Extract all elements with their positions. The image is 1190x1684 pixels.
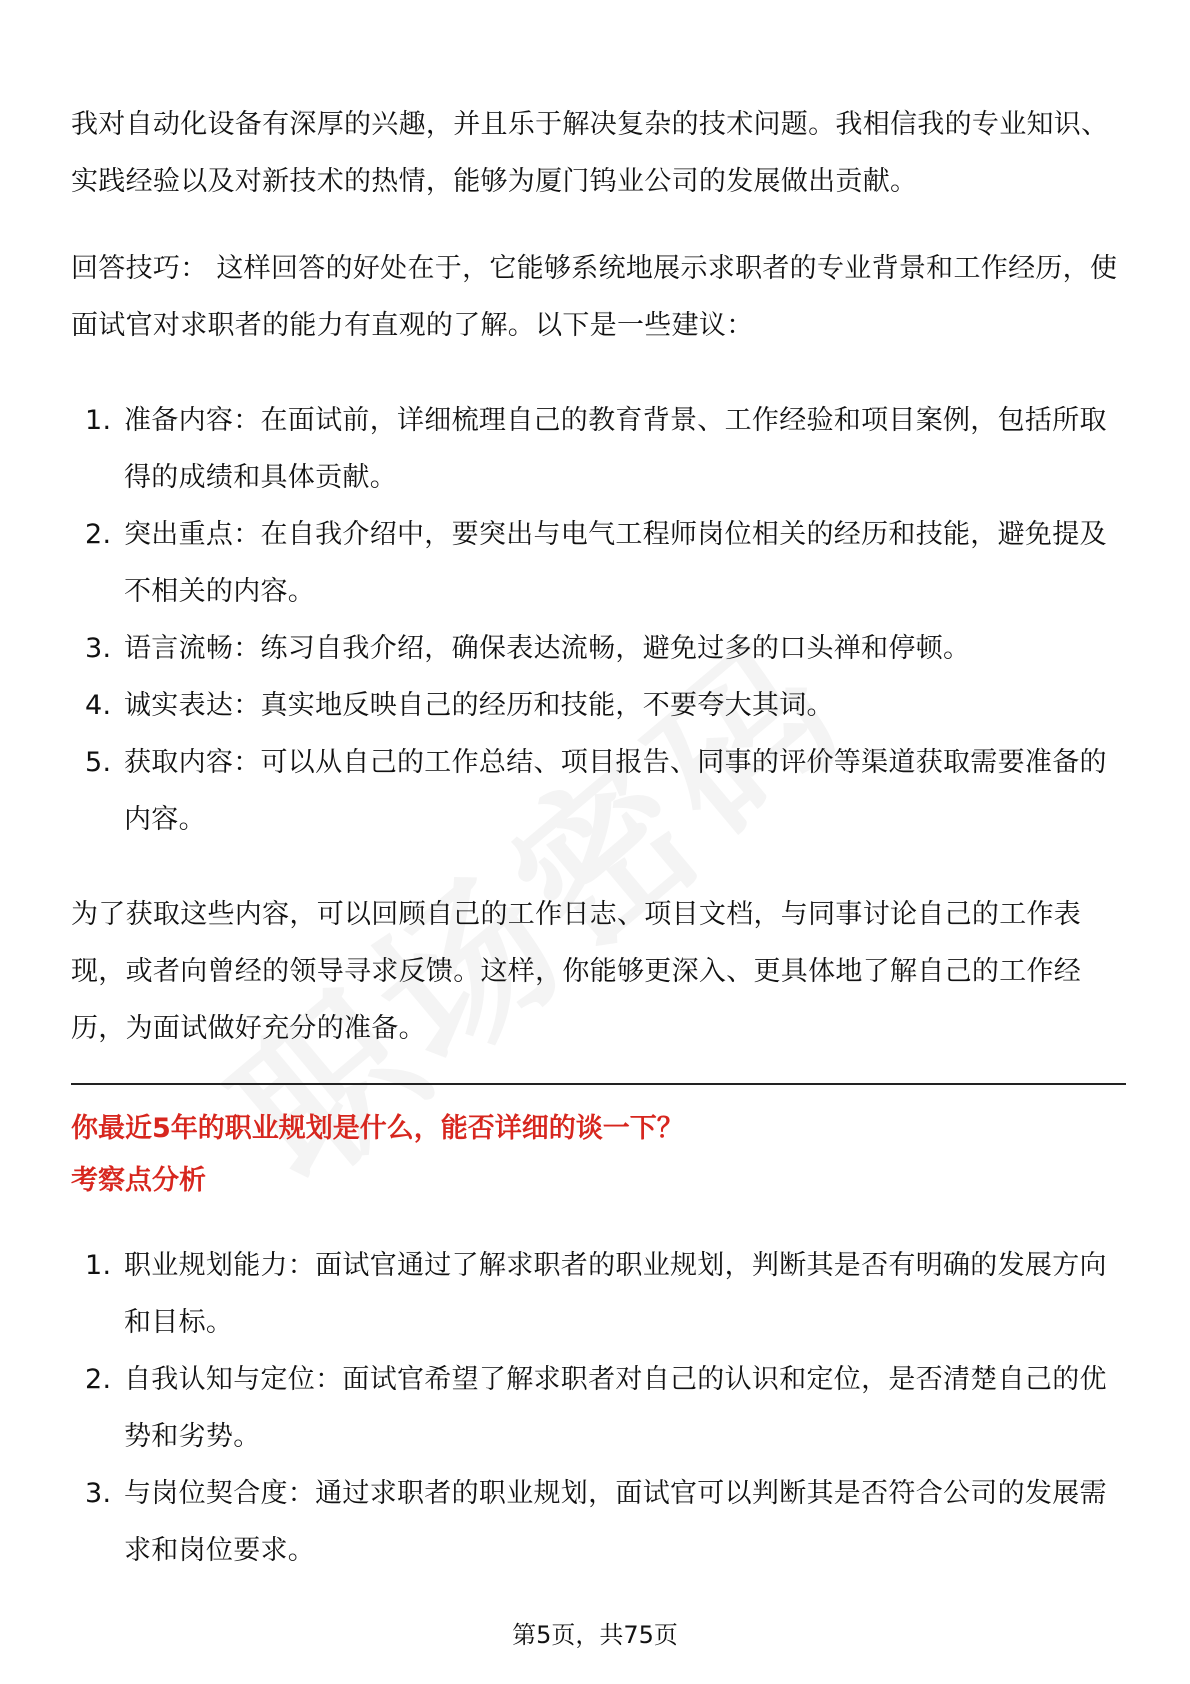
tips-list xyxy=(71,392,1126,848)
list-item: 4. 诚实表达：真实地反映自己的经历和技能，不要夸大其词。 xyxy=(85,690,834,721)
page-content xyxy=(71,96,1126,1579)
list-item: 3. 与岗位契合度：通过求职者的职业规划，面试官可以判断其是否符合公司的发展需求和岗位要求。 xyxy=(85,1478,1107,1566)
closing-paragraph: 为了获取这些内容，可以回顾自己的工作日志、项目文档，与同事讨论自己的工作表现，或者向曾经的领导寻求反馈。这样，你能够更深入、更具体地了解自己的工作经历，为面试做好充分的准备。 xyxy=(71,899,1082,1044)
page-footer: 第5页，共75页 xyxy=(512,1621,678,1649)
list-item: 2. 突出重点：在自我介绍中，要突出与电气工程师岗位相关的经历和技能，避免提及不相关的内容。 xyxy=(85,519,1107,607)
list-item: 1. 准备内容：在面试前，详细梳理自己的教育背景、工作经验和项目案例，包括所取得的成绩和具体贡献。 xyxy=(85,405,1107,493)
intro-paragraph: 我对自动化设备有深厚的兴趣，并且乐于解决复杂的技术问题。我相信我的专业知识、实践经验以及对新技术的热情，能够为厦门钨业公司的发展做出贡献。 xyxy=(71,109,1109,197)
analysis-heading: 考察点分析 xyxy=(71,1165,206,1196)
list-item: 2. 自我认知与定位：面试官希望了解求职者对自己的认识和定位，是否清楚自己的优势和劣势。 xyxy=(85,1364,1107,1452)
section-divider xyxy=(71,1083,1126,1085)
list-item: 5. 获取内容：可以从自己的工作总结、项目报告、同事的评价等渠道获取需要准备的内容。 xyxy=(85,747,1107,835)
list-item: 3. 语言流畅：练习自我介绍，确保表达流畅，避免过多的口头禅和停顿。 xyxy=(85,633,971,664)
question-title: 你最近5年的职业规划是什么，能否详细的谈一下？ xyxy=(71,1113,684,1144)
list-item: 1. 职业规划能力：面试官通过了解求职者的职业规划，判断其是否有明确的发展方向和目标。 xyxy=(85,1250,1107,1338)
analysis-list xyxy=(71,1237,1126,1579)
answer-tip-paragraph: 回答技巧： 这样回答的好处在于，它能够系统地展示求职者的专业背景和工作经历，使面试官对求职者的能力有直观的了解。以下是一些建议： xyxy=(71,253,1118,341)
